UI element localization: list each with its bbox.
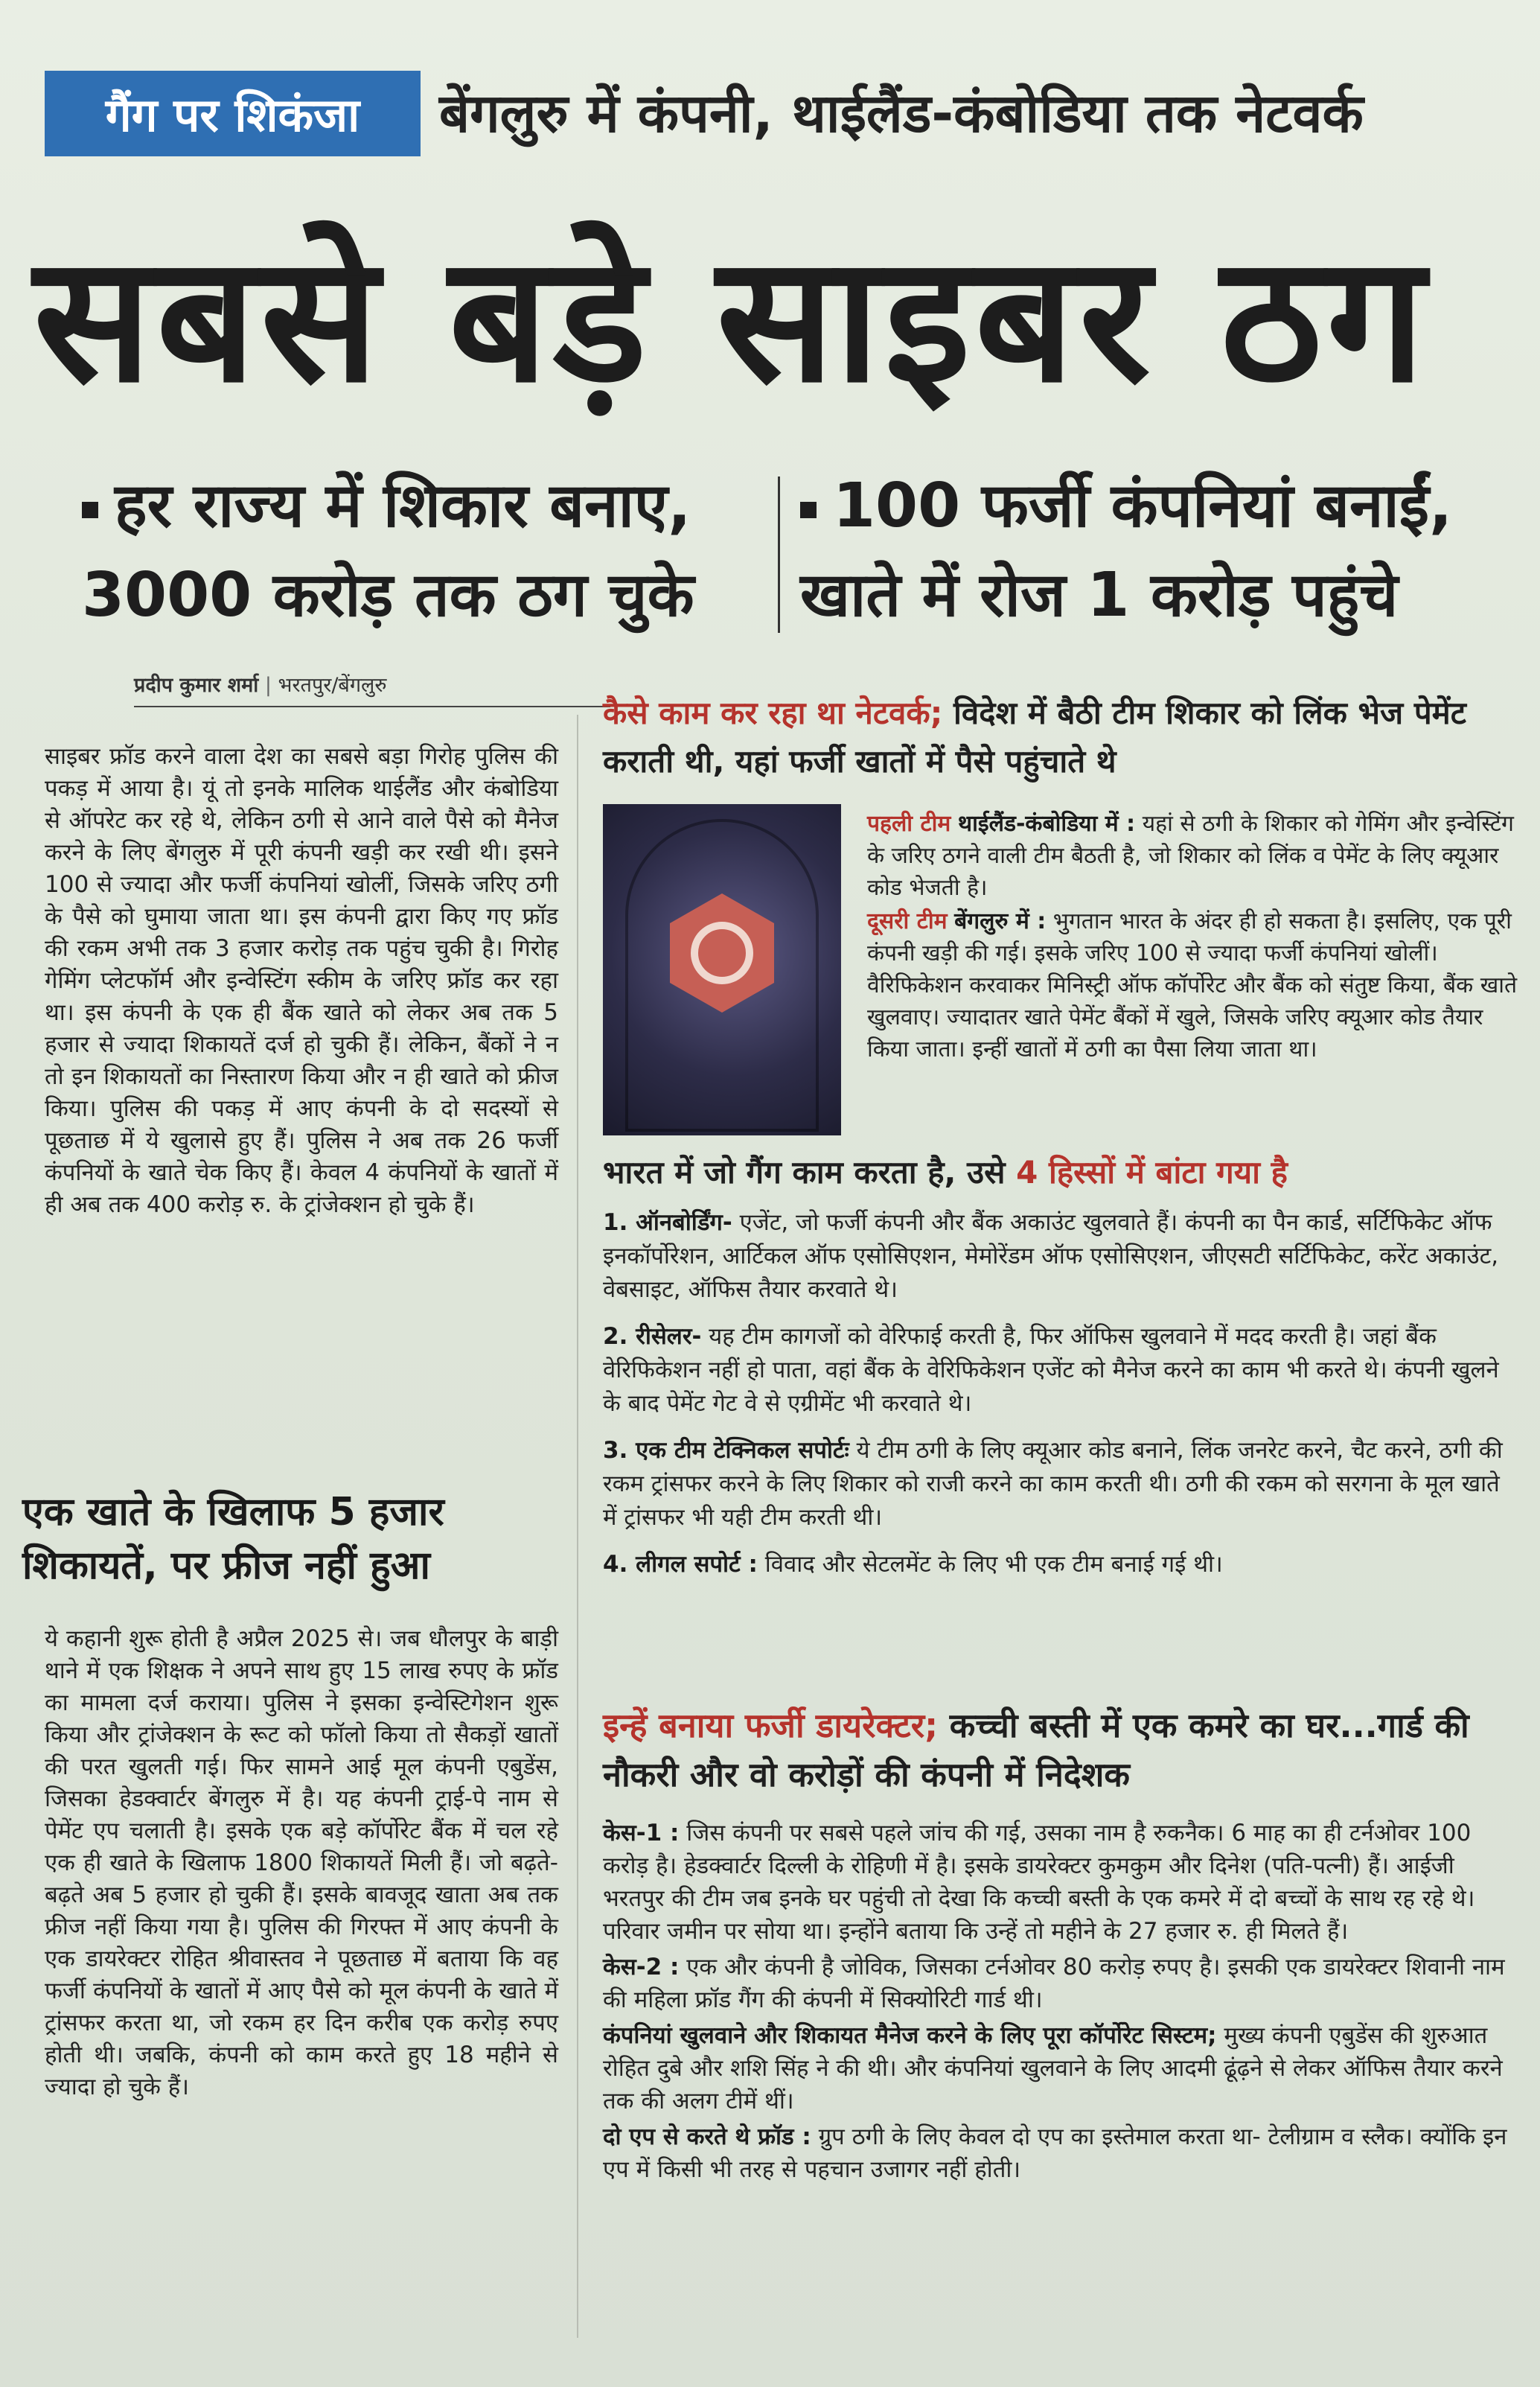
section-tag: गैंग पर शिकंजा bbox=[45, 71, 421, 156]
bullet-icon bbox=[800, 502, 817, 518]
intro-paragraph: साइबर फ्रॉड करने वाला देश का सबसे बड़ा गिरोह पुलिस की पकड़ में आया है। यूं तो इनके मालिक थाईलैंड और कंबोडिया से ऑपरेट कर रहे थे, लेकिन ठगी से आने वाले पैसे को मैनेज करने के लिए बेंगलुरु में पूरी कंपनी खड़ी कर रखी थी। इसने 100 से ज्यादा और फर्जी कंपनियां खोलीं, जिसके जरिए ठगी के पैसे को घुमाया जाता था। इस कंपनी द्वारा किए गए फ्रॉड की रकम अभी तक 3 हजार करोड़ तक पहुंच चुकी है। गिरोह गेमिंग प्लेटफॉर्म और इन्वेस्टिंग स्कीम के जरिए फ्रॉड कर रहा था। इस कंपनी के एक ही बैंक खाते को लेकर अब तक 5 हजार से ज्यादा शिकायतें दर्ज हो चुकी हैं। लेकिन, बैंकों ने न तो इन शिकायतों का निस्तारण किया और न ही खाते को फ्रीज किया। पुलिस की पकड़ में आए कंपनी के दो सदस्यों से पूछताछ में ये खुलासे हुए हैं। पुलिस ने अब तक 26 फर्जी कंपनियों के खाते चेक किए हैं। केवल 4 कंपनियों के खातों में ही अब तक 400 करोड़ रु. के ट्रांजेक्शन हो चुके हैं। bbox=[45, 743, 558, 1218]
case-2: केस-2 : एक और कंपनी है जोविक, जिसका टर्नओवर 80 करोड़ रुपए है। इसकी एक डायरेक्टर शिवानी नाम की महिला फ्रॉड गैंग की कंपनी में सिक्योरिटी गार्ड थी। bbox=[603, 1954, 1505, 2013]
network-heading-red: कैसे काम कर रहा था नेटवर्क; bbox=[603, 695, 943, 731]
team2-item: दूसरी टीम बेंगलुरु में : भुगतान भारत के अंदर ही हो सकता है। इसलिए, एक पूरी कंपनी खड़ी की गई। इसके जरिए 100 से ज्यादा फर्जी कंपनियां खोलीं। वैरिफिकेशन करवाकर मिनिस्ट्री ऑफ कॉर्पोरेट और बैंक को संतुष्ट किया, बैंक खाते खुलवाए। ज्यादातर खाते पेमेंट बैंकों में खुले, जिसके जरिए क्यूआर कोड तैयार किया जाता। इन्हीं खातों में ठगी का पैसा लिया जाता था। bbox=[867, 908, 1518, 1062]
bullet-icon bbox=[82, 502, 98, 518]
left-subhead: एक खाते के खिलाफ 5 हजार शिकायतें, पर फ्रीज नहीं हुआ bbox=[22, 1490, 444, 1588]
deck-left-line1: हर राज्य में शिकार बनाए, bbox=[115, 471, 691, 541]
byline: प्रदीप कुमार शर्मा | भरतपुर/बेंगलुरु bbox=[134, 670, 610, 707]
deck-right bbox=[800, 462, 1515, 648]
list-item: 1. ऑनबोर्डिंग- एजेंट, जो फर्जी कंपनी और बैंक अकाउंट खुलवाते हैं। कंपनी का पैन कार्ड, सर्टिफिकेट ऑफ इनकॉर्पोरेशन, आर्टिकल ऑफ एसोसिएशन, मेमोरेंडम ऑफ एसोसिएशन, जीएसटी सर्टिफिकेट, करेंट अकाउंट, वेबसाइट, ऑफिस तैयार करवाते थे। bbox=[603, 1209, 1499, 1303]
left-column-story bbox=[45, 1623, 558, 2103]
deck-left bbox=[82, 462, 759, 648]
team1-item: पहली टीम थाईलैंड-कंबोडिया में : यहां से ठगी के शिकार को गेमिंग और इन्वेस्टिंग के जरिए ठगने वाली टीम बैठती है, जो शिकार को लिंक व पेमेंट के लिए क्यूआर कोड भेजती है। bbox=[867, 811, 1514, 901]
cases-heading: इन्हें बनाया फर्जी डायरेक्टर; कच्ची बस्ती में एक कमरे का घर...गार्ड की नौकरी और वो करोड़ों की कंपनी में निदेशक bbox=[603, 1706, 1469, 1794]
story-paragraph: ये कहानी शुरू होती है अप्रैल 2025 से। जब धौलपुर के बाड़ी थाने में एक शिक्षक ने अपने साथ हुए 15 लाख रुपए के फ्रॉड का मामला दर्ज कराया। पुलिस ने इसका इन्वेस्टिगेशन शुरू किया और ट्रांजेक्शन के रूट को फॉलो किया तो सैकड़ों खातों की परत खुलती गई। फिर सामने आई मूल कंपनी एबुडेंस, जिसका हेडक्वार्टर बेंगलुरु में है। यह कंपनी ट्राई-पे नाम से पेमेंट एप चलाती है। इसके एक बड़े कॉर्पोरेट बैंक में चल रहे एक ही खाते के खिलाफ 1800 शिकायतें मिली हैं। जो बढ़ते-बढ़ते अब 5 हजार हो चुकी हैं। इसके बावजूद खाता अब तक फ्रीज नहीं किया गया है। पुलिस की गिरफ्त में आए कंपनी के एक डायरेक्टर रोहित श्रीवास्तव ने पूछताछ में बताया कि वह फर्जी कंपनियों के खातों में आए पैसे को मूल कंपनी के खाते में ट्रांसफर करता था, जो रकम हर दिन करीब एक करोड़ रुपए होती थी। जबकि, कंपनी को काम करते हुए 18 महीने से ज्यादा हो चुके हैं। bbox=[45, 1625, 558, 2100]
network-heading-rest: विदेश में बैठी टीम शिकार को लिंक भेज पेमेंट कराती थी, यहां फर्जी खातों में पैसे पहुंचाते थे bbox=[603, 695, 1466, 780]
deck-right-line2: खाते में रोज 1 करोड़ पहुंचे bbox=[800, 560, 1399, 631]
parts-heading: भारत में जो गैंग काम करता है, उसे 4 हिस्सों में बांटा गया है bbox=[603, 1154, 1288, 1191]
network-heading bbox=[603, 689, 1518, 785]
deck-right-line1: 100 फर्जी कंपनियां बनाईं, bbox=[833, 471, 1453, 541]
list-item: 2. रीसेलर- यह टीम कागजों को वेरिफाई करती है, फिर ऑफिस खुलवाने में मदद करती है। जहां बैंक वेरिफिकेशन नहीं हो पाता, वहां बैंक के वेरिफिकेशन एजेंट को मैनेज करने का काम भी करते थे। कंपनी खुलने के बाद पेमेंट गेट वे से एग्रीमेंट भी करवाते थे। bbox=[603, 1323, 1499, 1417]
column-divider bbox=[577, 715, 578, 2338]
byline-place: भरतपुर/बेंगलुरु bbox=[278, 674, 387, 697]
case-1: केस-1 : जिस कंपनी पर सबसे पहले जांच की गई, उसका नाम है रुकनैक। 6 माह का ही टर्नओवर 100 करोड़ है। हेडक्वार्टर दिल्ली के रोहिणी में है। इसके डायरेक्टर कुमकुम और दिनेश (पति-पत्नी) हैं। आईजी भरतपुर की टीम जब इनके घर पहुंची तो देखा कि कच्ची बस्ती के एक कमरे में दो बच्चों के साथ रह रहे थे। परिवार जमीन पर सोया था। इन्होंने बताया कि उन्हें तो महीने के 27 हजार रु. ही मिलते हैं। bbox=[603, 1820, 1475, 1945]
list-item: 3. एक टीम टेक्निकल सपोर्टः ये टीम ठगी के लिए क्यूआर कोड बनाने, लिंक जनरेट करने, चैट करने, ठगी की रकम ट्रांसफर करने के लिए शिकार को राजी करने का काम करती थी। ठगी की रकम को सरगना के मूल खाते में ट्रांसफर भी यही टीम करती थी। bbox=[603, 1437, 1503, 1531]
headline: सबसे बड़े साइबर ठग bbox=[33, 218, 1430, 421]
parts-list bbox=[603, 1206, 1518, 1595]
team-description bbox=[867, 808, 1522, 1067]
corporate-system: कंपनियां खुलवाने और शिकायत मैनेज करने के लिए पूरा कॉर्पोरेट सिस्टम; मुख्य कंपनी एबुडेंस की शुरुआत रोहित दुबे और शशि सिंह ने की थी। और कंपनियां खुलवाने के लिए आदमी ढूंढ़ने से लेकर ऑफिस तैयार करने तक की अलग टीमें थीं। bbox=[603, 2022, 1503, 2114]
hacker-photo bbox=[603, 804, 841, 1135]
cases-body bbox=[603, 1817, 1518, 2189]
kicker-line: बेंगलुरु में कंपनी, थाईलैंड-कंबोडिया तक नेटवर्क bbox=[439, 82, 1364, 144]
apps-fraud: दो एप से करते थे फ्रॉड : ग्रुप ठगी के लिए केवल दो एप का इस्तेमाल करता था- टेलीग्राम व स्लैक। क्योंकि इन एप में किसी भी तरह से पहचान उजागर नहीं होती। bbox=[603, 2123, 1507, 2183]
byline-name: प्रदीप कुमार शर्मा bbox=[134, 674, 259, 697]
left-column-intro bbox=[45, 741, 558, 1221]
deck-left-line2: 3000 करोड़ तक ठग चुके bbox=[82, 560, 694, 631]
list-item: 4. लीगल सपोर्ट : विवाद और सेटलमेंट के लिए भी एक टीम बनाई गई थी। bbox=[603, 1551, 1223, 1578]
deck-divider bbox=[778, 477, 780, 633]
